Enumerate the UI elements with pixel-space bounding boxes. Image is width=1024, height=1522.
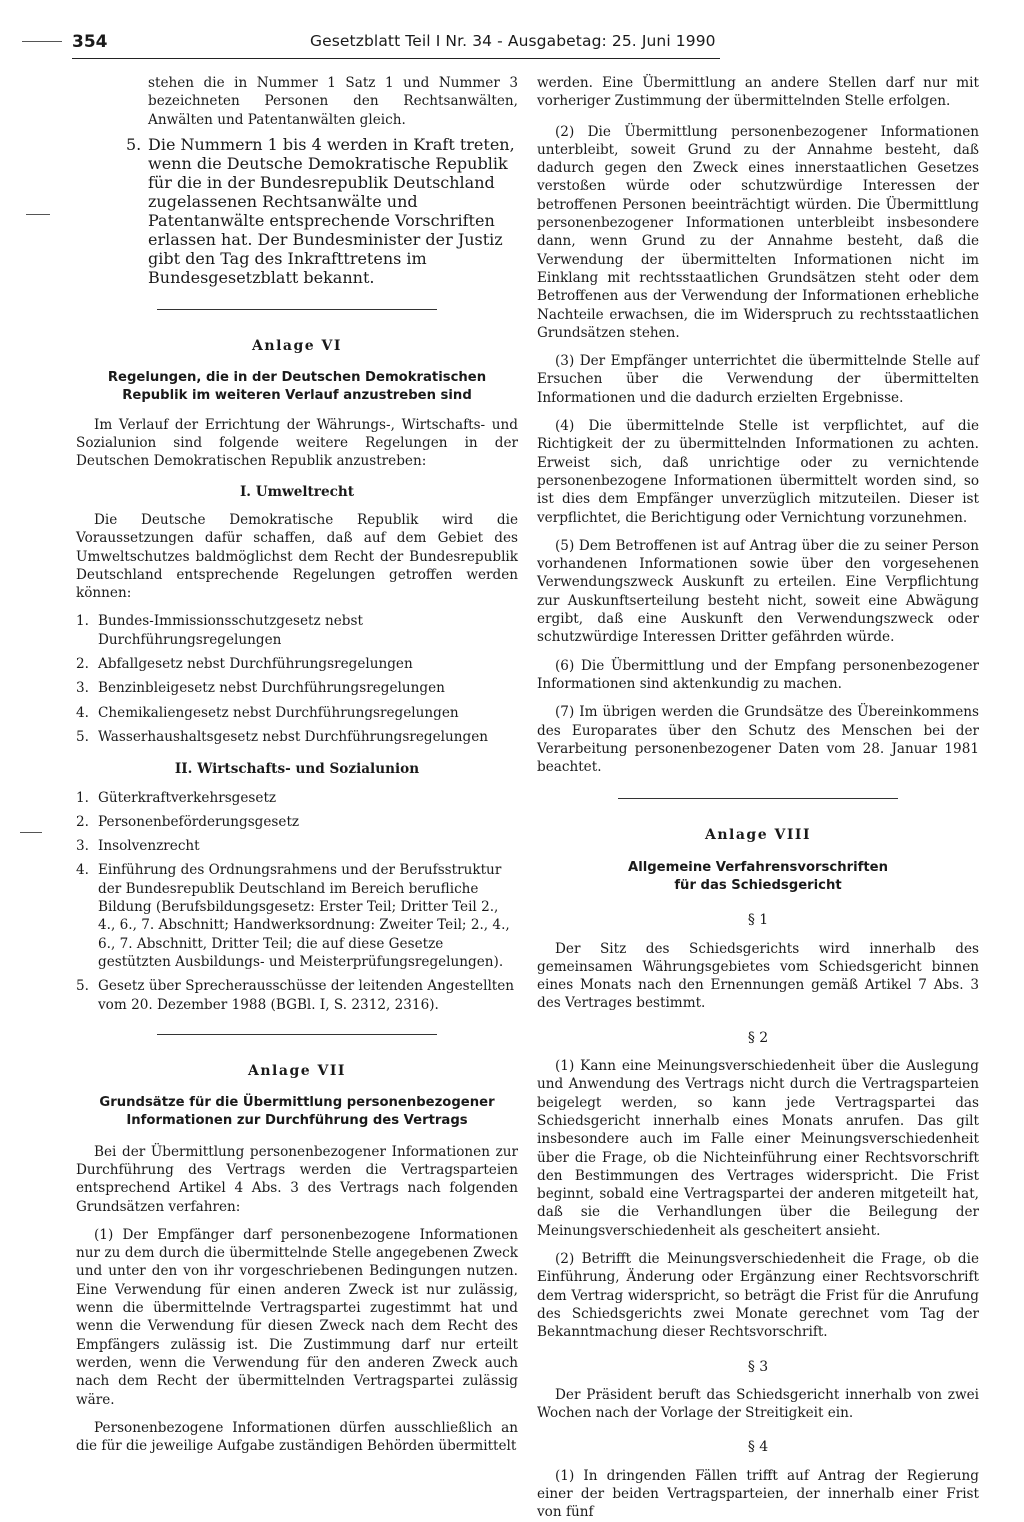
section-3-heading: § 3 [747,1358,769,1375]
right-column [537,74,979,1522]
list-item: 3. Insolvenzrecht [76,838,200,855]
section-2-paragraph-1: (1) Kann eine Meinungsverschiedenheit über die Auslegung und Anwendung des Vertrags nicht durch die Vertragsparteien beigelegt werden, so kann jede Vertragspartei das Schiedsgericht innerhalb eines Monats anrufen. Das gilt insbesondere auch im Falle einer Meinungsverschiedenheit über die Frage, ob die Nichteinführung einer Rechtsvorschrift den Bestimmungen des Vertrages widerspricht. Die Frist beginnt, sobald eine Vertragspartei der anderen mitgeteilt hat, daß sie die Verhandlungen über die Beilegung der Meinungsverschiedenheit als gescheitert ansieht. [537,1058,979,1239]
section-divider [618,798,898,799]
list-item: 2. Abfallgesetz nebst Durchführungsregelungen [76,656,413,673]
paragraph-1b: Personenbezogene Informationen dürfen ausschließlich an die für die jeweilige Aufgabe zuständigen Behörden übermittelt [76,1419,518,1455]
anlage-vi-intro: Im Verlauf der Errichtung der Währungs-, Wirtschafts- und Sozialunion sind folgende weitere Regelungen in der Deutschen Demokratischen Republik anzustreben: [76,416,518,470]
section-divider [157,309,437,310]
anlage-viii-title: Anlage VIII [704,827,811,844]
anlage-vii-subtitle: Grundsätze für die Übermittlung personenbezogener Informationen zur Durchführung des Vertrags [99,1095,495,1129]
list-item [76,135,518,287]
continuation-text: stehen die in Nummer 1 Satz 1 und Nummer 3 bezeichneten Personen den Rechtsanwälten, Anwälten und Patentanwälten gleich. [148,75,518,128]
paragraph-2: (2) Die Übermittlung personenbezogener Informationen unterbleibt, soweit Grund zu der Annahme besteht, daß dadurch gegen den Zweck eines innerstaatlichen Gesetzes verstoßen würde oder schutzwürdige Interessen der betroffenen Personen beeinträchtigt würden. Die Übermittlung personenbezogener Informationen unterbleibt insbesondere dann, wenn Grund zu der Annahme besteht, daß die Verwendung der übermittelten Informationen nicht im Einklang mit rechtsstaatlichen Grundsätzen steht oder dem Betroffenen aus der Verwendung der Informationen erhebliche Nachteile erwachsen, die im Widerspruch zu rechtsstaatlichen Grundsätzen stehen. [537,123,979,341]
anlage-vi-title: Anlage VI [252,337,342,354]
list-item: 1. Güterkraftverkehrsgesetz [76,789,277,806]
section-2-paragraph-2: (2) Betrifft die Meinungsverschiedenheit die Frage, ob die Einführung, Änderung oder Ergänzung einer Rechtsvorschrift dem Vertrag widerspricht, so beträgt die Frist für die Anrufung des Schiedsgerichts zwei Monate gerechnet vom Tag der Bekanntmachung dieser Rechtsvorschrift. [537,1251,979,1341]
wirtschaft-list [76,789,518,1014]
list-item: 4. Einführung des Ordnungsrahmens und der Berufsstruktur der Bundesrepublik Deutschland im Bereich berufliche Bildung (Berufsbildungsgesetz: Erster Teil; Dritter Teil 2., 4., 6., 7. Abschnitt; Handwerksordnung: Zweiter Teil; 2., 4., 6., 7. Abschnitt, Dritter Teil; die auf diese Gesetze gestützten Ausbildungs- und Meisterprüfungsregelungen). [76,862,510,970]
list-item: 3. Benzinbleigesetz nebst Durchführungsregelungen [76,680,445,697]
item-text: Die Nummern 1 bis 4 werden in Kraft treten, wenn die Deutsche Demokratische Republik für die in der Bundesrepublik Deutschland zugelassenen Rechtsanwälte und Patentanwälte entsprechende Vorschriften erlassen hat. Der Bundesminister der Justiz gibt den Tag des Inkrafttretens im Bundesgesetzblatt bekannt. [148,134,515,287]
section-intro: Die Deutsche Demokratische Republik wird die Voraussetzungen dafür schaffen, daß auf dem Gebiet des Umweltschutzes baldmöglichst dem Recht der Bundesrepublik Deutschland entsprechende Regelungen getroffen werden können: [76,511,518,602]
list-item: 1. Bundes-Immissionsschutzgesetz nebst Durchführungsregelungen [76,613,363,648]
page-number: 354 [72,32,108,52]
paragraph-7: (7) Im übrigen werden die Grundsätze des Übereinkommens des Europarates über den Schutz des Menschen bei der Verarbeitung personenbezogener Daten vom 28. Januar 1981 beachtet. [537,704,979,776]
scan-mark [26,214,50,215]
list-item: 4. Chemikaliengesetz nebst Durchführungsregelungen [76,704,459,721]
anlage-vii-intro: Bei der Übermittlung personenbezogener Informationen zur Durchführung des Vertrags werden die Vertragsparteien entsprechend Artikel 4 Abs. 3 des Vertrags nach folgenden Grundsätzen verfahren: [76,1143,518,1215]
scan-mark [20,832,42,833]
anlage-vi-subtitle: Regelungen, die in der Deutschen Demokratischen Republik im weiteren Verlauf anzustreben sind [107,370,487,404]
anlage-viii-subtitle: Allgemeine Verfahrensvorschriften für das Schiedsgericht [627,859,888,893]
list-item: 2. Personenbeförderungsgesetz [76,813,300,830]
paragraph-1: (1) Der Empfänger darf personenbezogene Informationen nur zu dem durch die übermittelnde Stelle angegebenen Zweck und unter den von ihr vorgeschriebenen Bedingungen nutzen. Eine Verwendung für einen anderen Zweck ist nur zulässig, wenn die übermittelnde Vertragspartei zugestimmt hat und wenn die Verwendung für diesen Zweck nach dem Recht des Empfängers zulässig ist. Die Zustimmung darf nur erteilt werden, wenn die Verwendung für den anderen Zweck auch nach dem Recht der übermittelnden Vertragspartei zulässig wäre. [76,1226,518,1408]
section-3-text: Der Präsident beruft das Schiedsgericht innerhalb von zwei Wochen nach der Vorlage der Streitigkeit ein. [537,1386,979,1422]
list-item: 5. Gesetz über Sprecherausschüsse der leitenden Angestellten vom 20. Dezember 1988 (BGBl. I, S. 2312, 2316). [76,978,515,1013]
paragraph-6: (6) Die Übermittlung und der Empfang personenbezogener Informationen sind aktenkundig zu machen. [537,657,979,692]
section-2-heading: § 2 [747,1029,769,1046]
list-item: 5. Wasserhaushaltsgesetz nebst Durchführungsregelungen [76,728,488,745]
continuation-text: werden. Eine Übermittlung an andere Stellen darf nur mit vorheriger Zustimmung der übermittelnden Stelle erfolgen. [537,75,979,110]
section-heading-umweltrecht: I. Umweltrecht [239,483,355,500]
umweltrecht-list [76,612,518,746]
section-4-text: (1) In dringenden Fällen trifft auf Antrag der Regierung einer der beiden Vertragsparteien, der innerhalb einer Frist von fünf [537,1467,979,1521]
left-column [76,74,518,1455]
paragraph-5: (5) Dem Betroffenen ist auf Antrag über die zu seiner Person vorhandenen Informationen sowie über den vorgesehenen Verwendungszweck Auskunft zu erteilen. Eine Verpflichtung zur Auskunftserteilung besteht nicht, soweit eine Abwägung ergibt, daß eine Auskunft den Verwendungszweck oder schutzwürdige Interessen Dritter gefährden würde. [537,537,979,646]
paragraph-4: (4) Die übermittelnde Stelle ist verpflichtet, auf die Richtigkeit der zu übermittelnden Informationen zu achten. Erweist sich, daß unrichtige oder zu vernichtende personenbezogene Informationen übermittelt worden sind, so ist dies dem Empfänger unverzüglich mitzuteilen. Dieser ist verpflichtet, die Berichtigung oder Vernichtung vorzunehmen. [537,418,979,526]
scan-mark [22,41,62,42]
section-heading-wirtschaft: II. Wirtschafts- und Sozialunion [174,761,420,778]
anlage-vii-title: Anlage VII [248,1062,346,1079]
header-title: Gesetzblatt Teil I Nr. 34 - Ausgabetag: 25. Juni 1990 [310,32,716,50]
section-4-heading: § 4 [747,1439,769,1456]
section-1-text: Der Sitz des Schiedsgerichts wird innerhalb des gemeinsamen Währungsgebietes vom Schiedsgericht binnen eines Monats nach den Ernennungen gemäß Artikel 7 Abs. 3 des Vertrages bestimmt. [537,940,979,1012]
section-1-heading: § 1 [747,912,769,929]
paragraph-3: (3) Der Empfänger unterrichtet die übermittelnde Stelle auf Ersuchen über die Verwendung der übermittelten Informationen und die dadurch erzielten Ergebnisse. [537,353,979,406]
item-number: 5. [126,134,142,154]
section-divider [157,1034,437,1035]
page-header [72,30,720,59]
